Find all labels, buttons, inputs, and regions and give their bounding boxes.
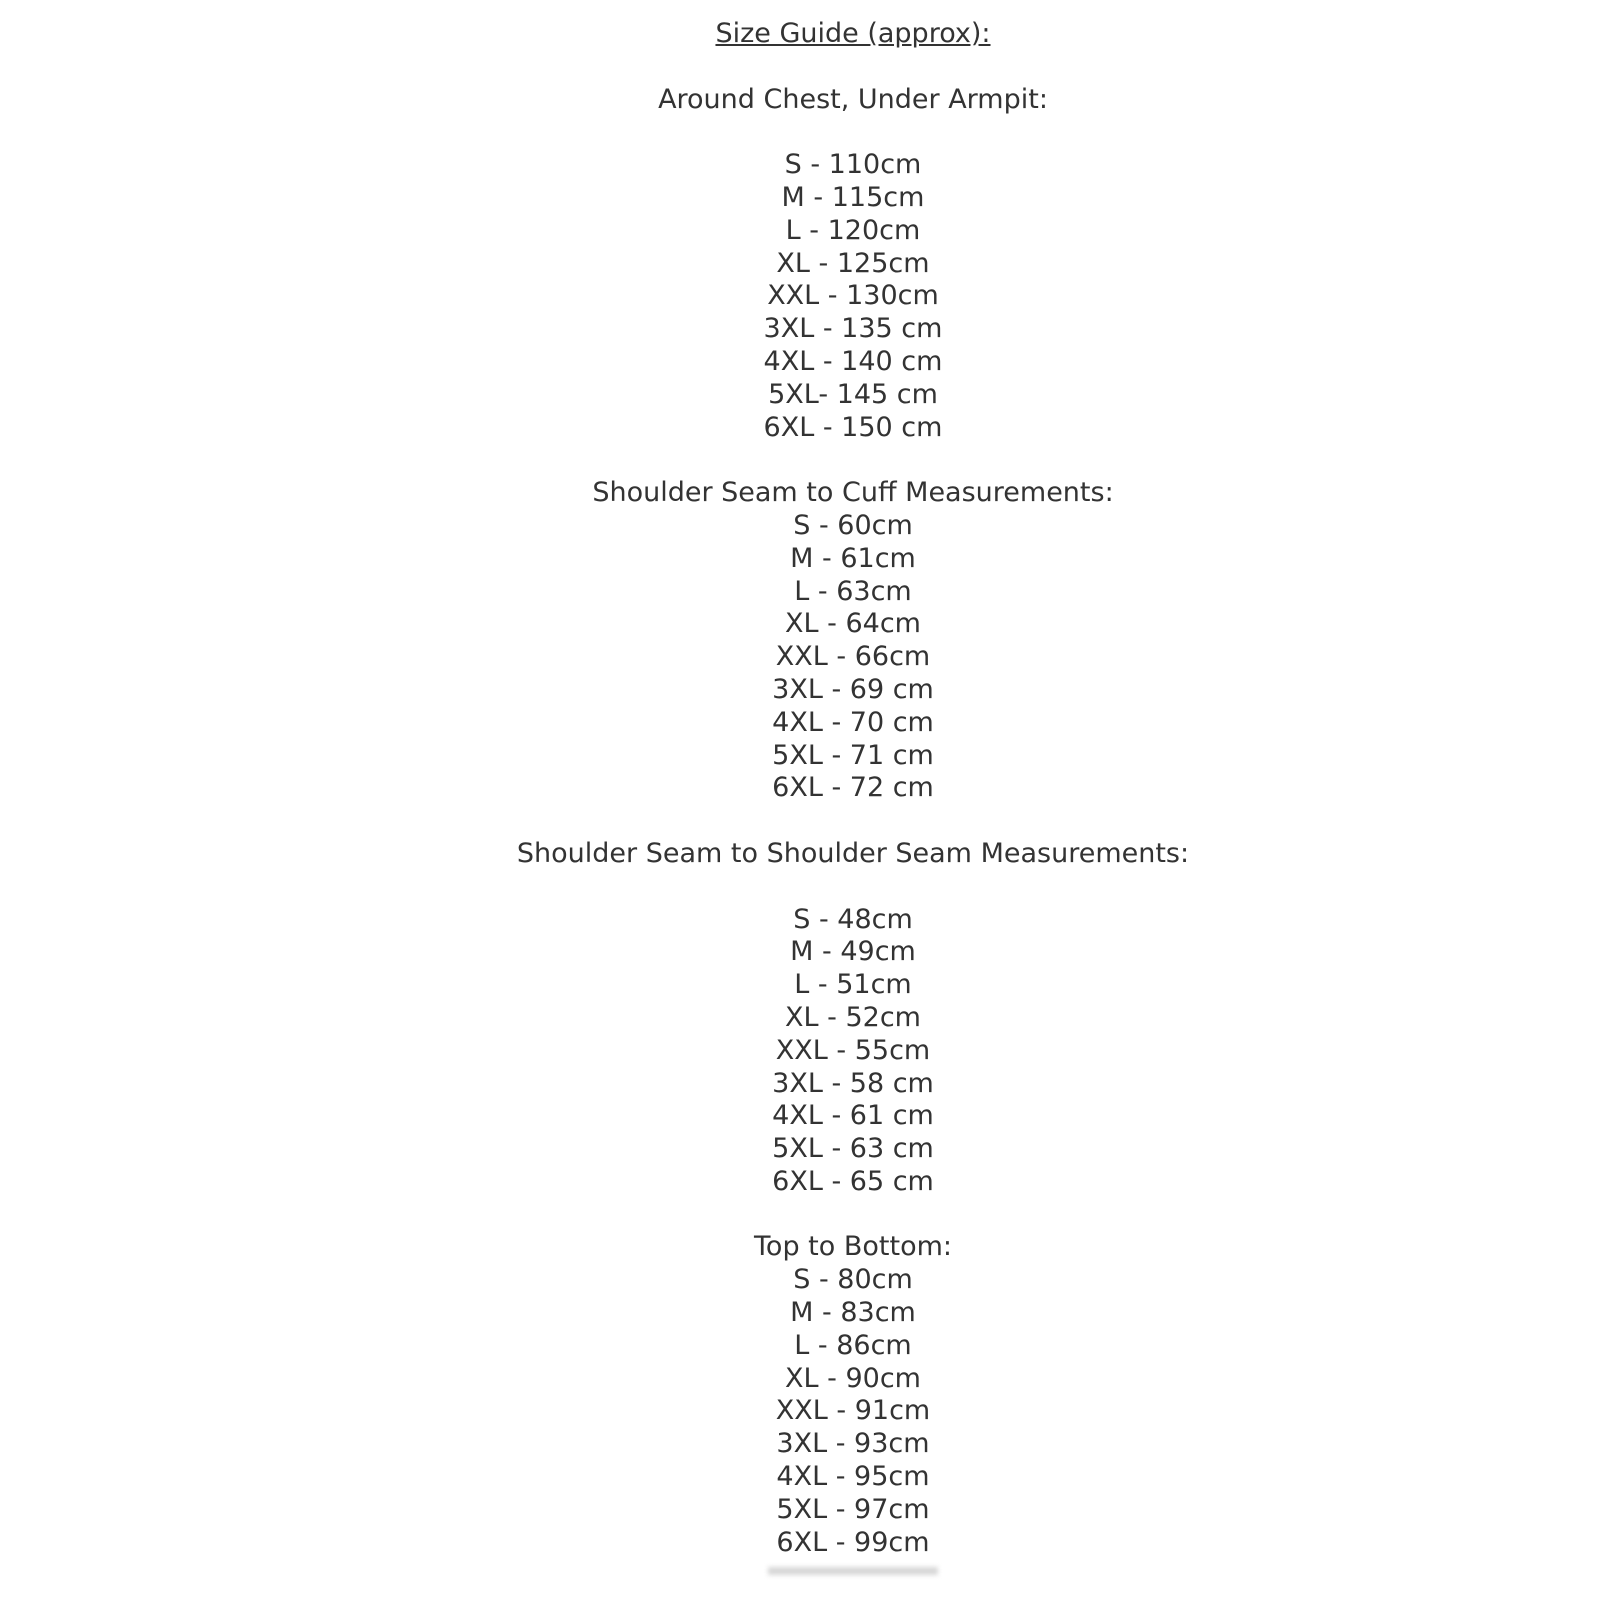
size-measurement: M - 49cm [790,936,916,968]
size-measurement: 4XL - 95cm [776,1461,930,1493]
size-measurement: XL - 52cm [785,1001,921,1033]
cutoff-text-artifact [768,1567,938,1575]
blank-line [106,805,1600,838]
section-heading: Shoulder Seam to Cuff Measurements: [592,477,1114,509]
size-section [106,84,1600,478]
size-measurement: M - 61cm [790,542,916,574]
size-measurement: L - 51cm [794,969,912,1001]
size-measurement: XXL - 130cm [767,280,939,312]
size-sections-container [106,84,1600,1560]
size-measurement: S - 60cm [793,509,913,541]
size-measurement: XXL - 66cm [775,641,931,673]
size-measurement: XL - 125cm [776,247,930,279]
blank-line [106,444,1600,477]
blank-line [106,871,1600,904]
size-measurement: 6XL - 99cm [776,1526,930,1558]
size-measurement: S - 48cm [793,903,913,935]
size-measurement: 5XL - 71 cm [772,739,934,771]
blank-line [106,116,1600,149]
size-measurement: 6XL - 65 cm [772,1165,934,1197]
size-section [106,477,1600,838]
blank-line [106,51,1600,84]
size-measurement: 6XL - 150 cm [763,411,943,443]
size-measurement: 6XL - 72 cm [772,772,934,804]
size-measurement: 5XL - 63 cm [772,1133,934,1165]
size-measurement: M - 115cm [781,181,925,213]
size-measurement: S - 80cm [793,1264,913,1296]
size-measurement: XXL - 91cm [775,1395,931,1427]
page-title: Size Guide (approx): [715,18,991,49]
size-measurement: L - 120cm [785,214,921,246]
size-measurement: 4XL - 70 cm [772,706,934,738]
size-measurement: 3XL - 135 cm [763,313,943,345]
section-heading: Shoulder Seam to Shoulder Seam Measurements: [516,837,1190,869]
size-measurement: 4XL - 140 cm [763,345,943,377]
size-measurement: 5XL- 145 cm [768,378,938,410]
size-measurement: S - 110cm [784,149,922,181]
size-section [106,838,1600,1232]
size-measurement: 3XL - 58 cm [772,1067,934,1099]
size-measurement: L - 63cm [794,575,912,607]
section-heading: Top to Bottom: [754,1231,952,1263]
size-section [106,1231,1600,1559]
size-measurement: M - 83cm [790,1297,916,1329]
section-heading: Around Chest, Under Armpit: [658,83,1048,115]
size-measurement: XXL - 55cm [775,1034,931,1066]
size-measurement: 5XL - 97cm [776,1493,930,1525]
size-measurement: 3XL - 69 cm [772,673,934,705]
blank-line [106,1199,1600,1232]
size-measurement: XL - 90cm [785,1362,921,1394]
size-measurement: 4XL - 61 cm [772,1100,934,1132]
size-measurement: XL - 64cm [785,608,921,640]
size-measurement: L - 86cm [794,1329,912,1361]
size-measurement: 3XL - 93cm [776,1428,930,1460]
